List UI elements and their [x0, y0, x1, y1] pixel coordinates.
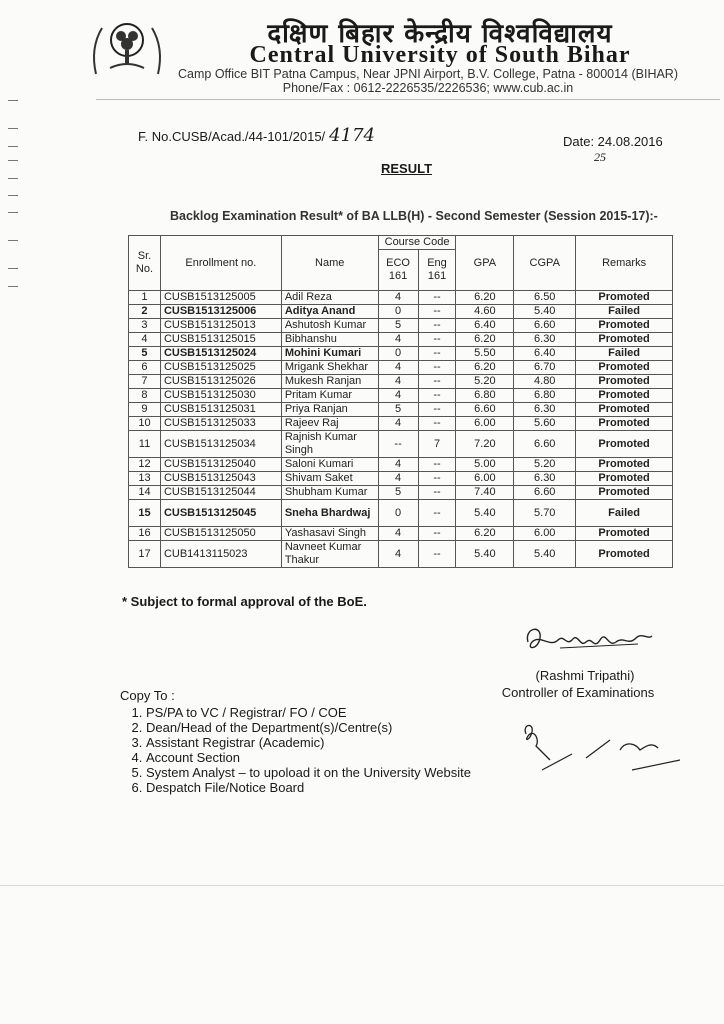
table-row [129, 486, 673, 500]
header-gpa: GPA [456, 236, 514, 291]
copy-to-list [122, 705, 471, 795]
cell-eng: -- [418, 458, 456, 472]
cell-name: Yashasavi Singh [281, 527, 378, 541]
cell-remarks: Promoted [576, 319, 673, 333]
cell-cgpa: 6.50 [514, 291, 576, 305]
cell-eco: 5 [378, 403, 418, 417]
date-initial: 25 [594, 150, 606, 164]
cell-gpa: 6.00 [456, 417, 514, 431]
copy-to-item: 2. Dean/Head of the Department(s)/Centre(s) [146, 720, 471, 735]
cell-sr: 14 [129, 486, 161, 500]
cell-cgpa: 4.80 [514, 375, 576, 389]
cell-cgpa: 6.60 [514, 431, 576, 458]
cell-eng: -- [418, 375, 456, 389]
copy-to-item: 5. System Analyst – to upoload it on the University Website [146, 765, 471, 780]
cell-sr: 6 [129, 361, 161, 375]
cell-remarks: Failed [576, 500, 673, 527]
cell-eng: -- [418, 319, 456, 333]
cell-name: Pritam Kumar [281, 389, 378, 403]
cell-enrollment: CUSB1513125044 [160, 486, 281, 500]
cell-cgpa: 5.40 [514, 305, 576, 319]
cell-enrollment: CUSB1513125024 [160, 347, 281, 361]
cell-enrollment: CUSB1513125013 [160, 319, 281, 333]
cell-name: Rajeev Raj [281, 417, 378, 431]
cell-eng: -- [418, 291, 456, 305]
cell-enrollment: CUSB1513125025 [160, 361, 281, 375]
cell-name: Priya Ranjan [281, 403, 378, 417]
cell-enrollment: CUSB1513125033 [160, 417, 281, 431]
cell-cgpa: 5.40 [514, 541, 576, 568]
cell-eng: -- [418, 472, 456, 486]
cell-gpa: 5.20 [456, 375, 514, 389]
cell-gpa: 6.60 [456, 403, 514, 417]
university-address [168, 67, 688, 95]
cell-sr: 5 [129, 347, 161, 361]
cell-gpa: 6.20 [456, 333, 514, 347]
cell-remarks: Failed [576, 347, 673, 361]
table-row [129, 333, 673, 347]
cell-cgpa: 6.60 [514, 486, 576, 500]
cell-cgpa: 5.60 [514, 417, 576, 431]
cell-sr: 13 [129, 472, 161, 486]
cell-enrollment: CUSB1513125043 [160, 472, 281, 486]
header-eng: Eng 161 [418, 250, 456, 291]
cell-eco: 4 [378, 375, 418, 389]
table-row [129, 305, 673, 319]
cell-sr: 4 [129, 333, 161, 347]
cell-eng: -- [418, 305, 456, 319]
cell-gpa: 5.40 [456, 541, 514, 568]
table-row [129, 319, 673, 333]
cell-remarks: Promoted [576, 472, 673, 486]
cell-sr: 16 [129, 527, 161, 541]
cell-name: Mrigank Shekhar [281, 361, 378, 375]
university-name-hindi: दक्षिण बिहार केन्द्रीय विश्वविद्यालय [267, 19, 613, 49]
table-row [129, 431, 673, 458]
cell-remarks: Promoted [576, 291, 673, 305]
cell-remarks: Promoted [576, 375, 673, 389]
cell-gpa: 6.00 [456, 472, 514, 486]
footnote: * Subject to formal approval of the BoE. [122, 594, 367, 609]
cell-sr: 1 [129, 291, 161, 305]
cell-name: Mohini Kumari [281, 347, 378, 361]
cell-cgpa: 6.80 [514, 389, 576, 403]
cell-name: Shubham Kumar [281, 486, 378, 500]
cell-remarks: Promoted [576, 333, 673, 347]
cell-eng: -- [418, 500, 456, 527]
university-logo [88, 14, 166, 80]
header-sr: Sr. No. [129, 236, 161, 291]
cell-eco: 4 [378, 417, 418, 431]
table-row [129, 375, 673, 389]
cell-eco: 0 [378, 305, 418, 319]
cell-cgpa: 6.30 [514, 333, 576, 347]
cell-name: Navneet Kumar Thakur [281, 541, 378, 568]
table-row [129, 472, 673, 486]
cell-eco: 4 [378, 472, 418, 486]
table-row [129, 403, 673, 417]
document-date: Date: 24.08.2016 [563, 134, 663, 149]
cell-remarks: Promoted [576, 458, 673, 472]
cell-gpa: 6.20 [456, 361, 514, 375]
table-row [129, 458, 673, 472]
table-row [129, 500, 673, 527]
header-name: Name [281, 236, 378, 291]
cell-eng: -- [418, 389, 456, 403]
cell-gpa: 6.20 [456, 291, 514, 305]
cell-sr: 15 [129, 500, 161, 527]
cell-eco: -- [378, 431, 418, 458]
cell-cgpa: 6.40 [514, 347, 576, 361]
cell-enrollment: CUSB1513125031 [160, 403, 281, 417]
cell-enrollment: CUB1413115023 [160, 541, 281, 568]
cell-remarks: Promoted [576, 527, 673, 541]
cell-name: Ashutosh Kumar [281, 319, 378, 333]
university-name: Central University of South Bihar [249, 42, 631, 68]
copy-to-item: 3. Assistant Registrar (Academic) [146, 735, 471, 750]
cell-eco: 4 [378, 291, 418, 305]
cell-name: Rajnish Kumar Singh [281, 431, 378, 458]
cell-name: Adil Reza [281, 291, 378, 305]
handwritten-initials [520, 720, 700, 780]
cell-eng: -- [418, 403, 456, 417]
cell-sr: 17 [129, 541, 161, 568]
cell-sr: 8 [129, 389, 161, 403]
cell-cgpa: 6.60 [514, 319, 576, 333]
cell-eng: -- [418, 361, 456, 375]
copy-to-item: 4. Account Section [146, 750, 471, 765]
signatory-title: Controller of Examinations [501, 685, 655, 700]
cell-eng: 7 [418, 431, 456, 458]
cell-gpa: 4.60 [456, 305, 514, 319]
contact-line: Phone/Fax : 0612-2226535/2226536; www.cub.ac.in [282, 81, 574, 95]
cell-remarks: Promoted [576, 541, 673, 568]
cell-gpa: 5.50 [456, 347, 514, 361]
cell-eco: 4 [378, 541, 418, 568]
cell-enrollment: CUSB1513125045 [160, 500, 281, 527]
signatory-name: (Rashmi Tripathi) [535, 668, 635, 683]
cell-eng: -- [418, 541, 456, 568]
file-number [138, 125, 375, 146]
cell-eng: -- [418, 527, 456, 541]
cell-enrollment: CUSB1513125040 [160, 458, 281, 472]
cell-eco: 4 [378, 458, 418, 472]
cell-eco: 5 [378, 319, 418, 333]
cell-remarks: Promoted [576, 486, 673, 500]
result-heading: RESULT [381, 161, 433, 176]
table-row [129, 389, 673, 403]
cell-remarks: Promoted [576, 431, 673, 458]
cell-eng: -- [418, 417, 456, 431]
cell-cgpa: 6.30 [514, 403, 576, 417]
cell-eco: 4 [378, 361, 418, 375]
cell-remarks: Promoted [576, 361, 673, 375]
cell-cgpa: 5.70 [514, 500, 576, 527]
cell-sr: 9 [129, 403, 161, 417]
cell-name: Aditya Anand [281, 305, 378, 319]
cell-remarks: Promoted [576, 389, 673, 403]
header-cgpa: CGPA [514, 236, 576, 291]
cell-sr: 2 [129, 305, 161, 319]
header-divider [96, 99, 720, 100]
handwritten-number: 4174 [329, 125, 375, 146]
header-enrollment: Enrollment no. [160, 236, 281, 291]
cell-eco: 5 [378, 486, 418, 500]
cell-cgpa: 6.30 [514, 472, 576, 486]
cell-eco: 4 [378, 333, 418, 347]
cell-remarks: Promoted [576, 403, 673, 417]
cell-eng: -- [418, 486, 456, 500]
table-row [129, 417, 673, 431]
cell-gpa: 7.40 [456, 486, 514, 500]
cell-gpa: 6.80 [456, 389, 514, 403]
cell-sr: 7 [129, 375, 161, 389]
copy-to-label: Copy To : [120, 688, 175, 703]
cell-gpa: 5.00 [456, 458, 514, 472]
cell-name: Sneha Bhardwaj [281, 500, 378, 527]
copy-to-item: 1. PS/PA to VC / Registrar/ FO / COE [146, 705, 471, 720]
cell-gpa: 5.40 [456, 500, 514, 527]
cell-name: Mukesh Ranjan [281, 375, 378, 389]
header-course-code: Course Code [378, 236, 456, 250]
scan-fold-line [0, 885, 724, 886]
cell-enrollment: CUSB1513125015 [160, 333, 281, 347]
cell-eng: -- [418, 333, 456, 347]
cell-eco: 0 [378, 500, 418, 527]
cell-sr: 11 [129, 431, 161, 458]
cell-eco: 4 [378, 389, 418, 403]
cell-enrollment: CUSB1513125005 [160, 291, 281, 305]
cell-cgpa: 6.70 [514, 361, 576, 375]
cell-eco: 4 [378, 527, 418, 541]
cell-sr: 10 [129, 417, 161, 431]
cell-enrollment: CUSB1513125026 [160, 375, 281, 389]
scan-edge-marks [8, 100, 28, 300]
cell-eng: -- [418, 347, 456, 361]
cell-remarks: Failed [576, 305, 673, 319]
cell-enrollment: CUSB1513125050 [160, 527, 281, 541]
cell-name: Saloni Kumari [281, 458, 378, 472]
cell-enrollment: CUSB1513125034 [160, 431, 281, 458]
cell-name: Shivam Saket [281, 472, 378, 486]
cell-gpa: 6.20 [456, 527, 514, 541]
header-eco: ECO 161 [378, 250, 418, 291]
cell-enrollment: CUSB1513125006 [160, 305, 281, 319]
header-remarks: Remarks [576, 236, 673, 291]
cell-sr: 12 [129, 458, 161, 472]
cell-cgpa: 6.00 [514, 527, 576, 541]
cell-sr: 3 [129, 319, 161, 333]
copy-to-item: 6. Despatch File/Notice Board [146, 780, 471, 795]
table-row [129, 291, 673, 305]
cell-gpa: 7.20 [456, 431, 514, 458]
table-row [129, 347, 673, 361]
controller-signature [520, 620, 660, 660]
address-line: Camp Office BIT Patna Campus, Near JPNI Airport, B.V. College, Patna - 800014 (BIHAR) [178, 67, 678, 81]
result-table [128, 235, 673, 568]
cell-remarks: Promoted [576, 417, 673, 431]
result-rows [129, 291, 673, 568]
cell-name: Bibhanshu [281, 333, 378, 347]
table-row [129, 361, 673, 375]
table-caption: Backlog Examination Result* of BA LLB(H) - Second Semester (Session 2015-17):- [170, 209, 658, 223]
table-row [129, 541, 673, 568]
table-row [129, 527, 673, 541]
cell-eco: 0 [378, 347, 418, 361]
table-header-row [129, 236, 673, 250]
cell-cgpa: 5.20 [514, 458, 576, 472]
cell-gpa: 6.40 [456, 319, 514, 333]
cell-enrollment: CUSB1513125030 [160, 389, 281, 403]
file-number-text: F. No.CUSB/Acad./44-101/2015/ [138, 129, 326, 144]
